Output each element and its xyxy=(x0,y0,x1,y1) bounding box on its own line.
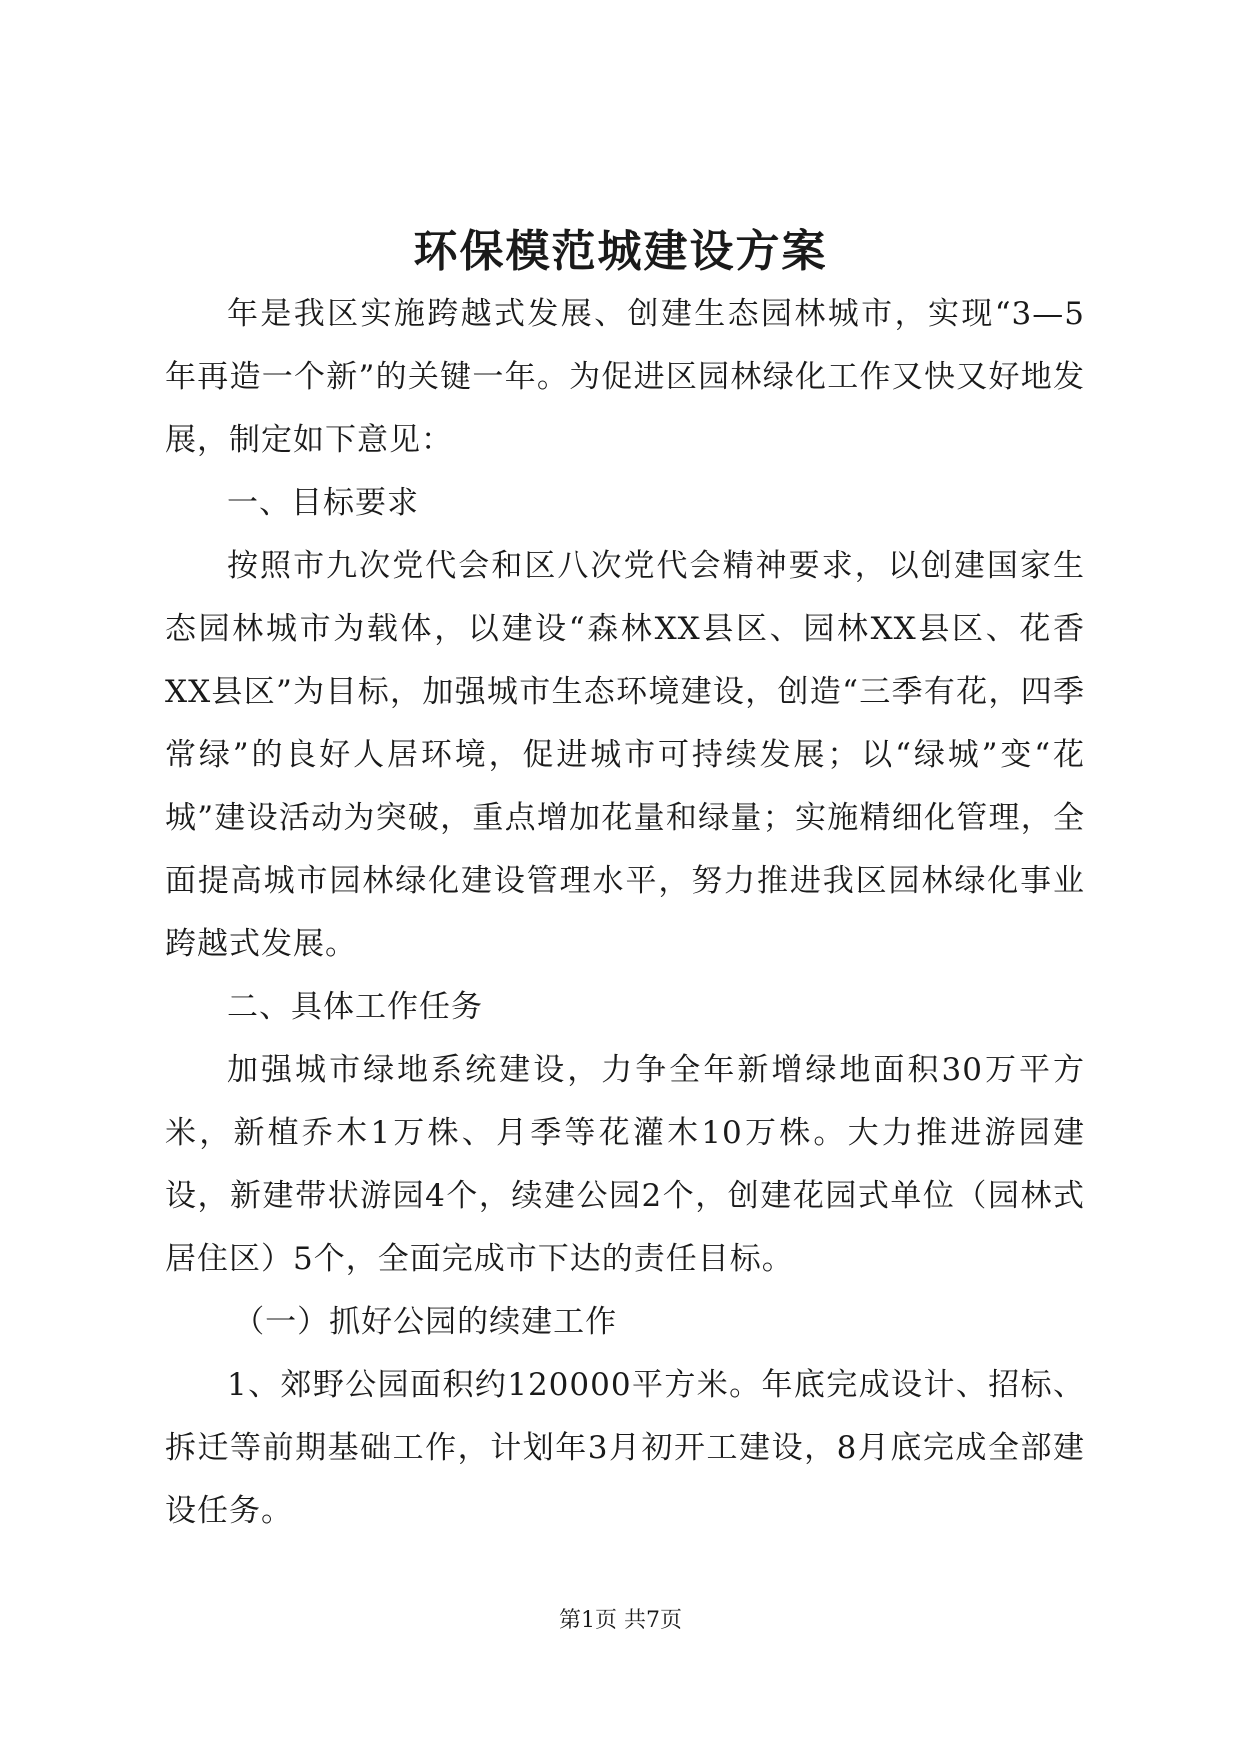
page-number-footer: 第1页 共7页 xyxy=(559,1608,682,1633)
section-heading-tasks: 二、具体工作任务 xyxy=(227,989,483,1025)
document-title: 环保模范城建设方案 xyxy=(413,226,828,277)
document-body xyxy=(165,283,1085,1543)
subsection-heading-parks: （一）抓好公园的续建工作 xyxy=(233,1304,618,1340)
park-item-paragraph: 1、郊野公园面积约120000平方米。年底完成设计、招标、拆迁等前期基础工作，计划年3月初开工建设，8月底完成全部建设任务。 xyxy=(165,1367,1085,1529)
goals-paragraph: 按照市九次党代会和区八次党代会精神要求，以创建国家生态园林城市为载体，以建设“森林XX县区、园林XX县区、花香XX县区”为目标，加强城市生态环境建设，创造“三季有花，四季常绿”的良好人居环境，促进城市可持续发展；以“绿城”变“花城”建设活动为突破，重点增加花量和绿量；实施精细化管理，全面提高城市园林绿化建设管理水平，努力推进我区园林绿化事业跨越式发展。 xyxy=(165,548,1085,962)
section-heading-goals: 一、目标要求 xyxy=(227,485,419,521)
tasks-paragraph: 加强城市绿地系统建设，力争全年新增绿地面积30万平方米，新植乔木1万株、月季等花灌木10万株。大力推进游园建设，新建带状游园4个，续建公园2个，创建花园式单位（园林式居住区）5个，全面完成市下达的责任目标。 xyxy=(165,1052,1085,1277)
intro-paragraph: 年是我区实施跨越式发展、创建生态园林城市，实现“3—5年再造一个新”的关键一年。为促进区园林绿化工作又快又好地发展，制定如下意见： xyxy=(165,296,1085,458)
